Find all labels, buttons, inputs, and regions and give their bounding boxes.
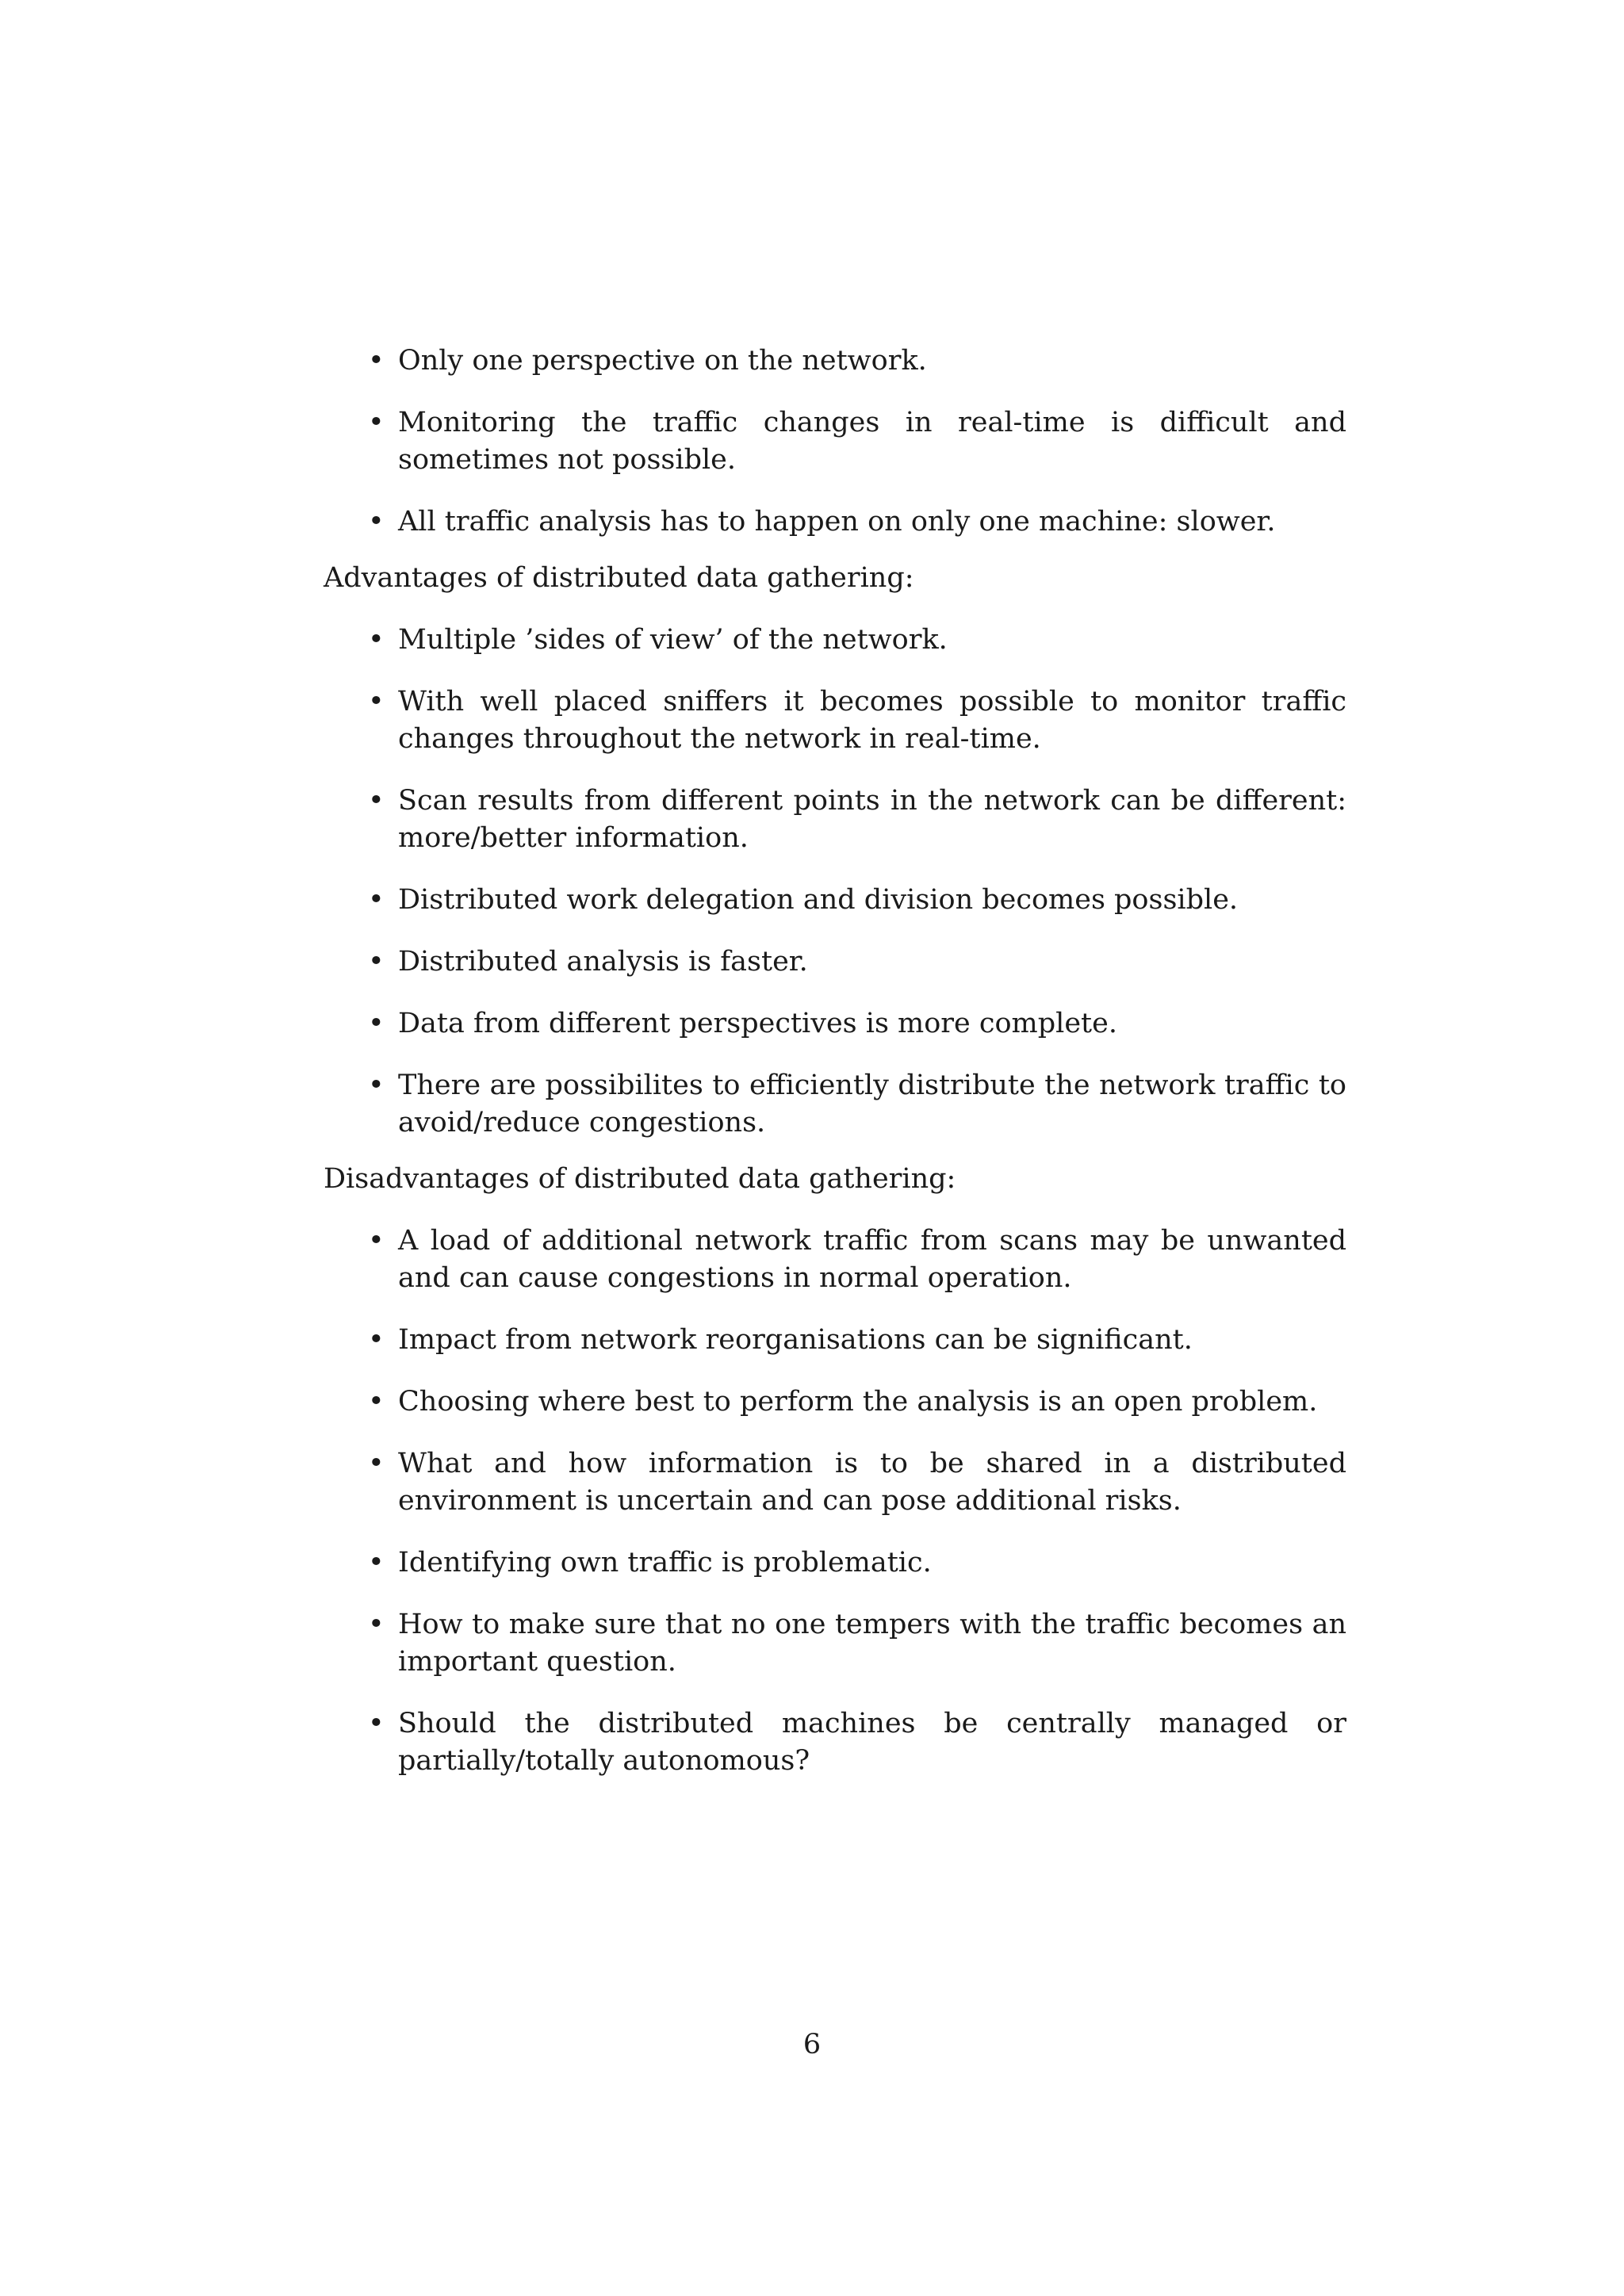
- list-item: [324, 1067, 1346, 1142]
- list-item-text: Scan results from different points in the network can be different: more/better information.: [398, 785, 1346, 854]
- list-item: [324, 1445, 1346, 1520]
- bullet-icon: •: [368, 1708, 385, 1739]
- list-item: [324, 1606, 1346, 1681]
- list-item-text: Monitoring the traffic changes in real-time is difficult and sometimes not possible.: [398, 407, 1346, 476]
- list-item-text: How to make sure that no one tempers with the traffic becomes an important question.: [398, 1609, 1346, 1678]
- list-item: [324, 683, 1346, 758]
- list-item-text: There are possibilites to efficiently distribute the network traffic to avoid/reduce congestions.: [398, 1070, 1346, 1138]
- list-item-text: Choosing where best to perform the analysis is an open problem.: [398, 1386, 1318, 1418]
- list-item-text: With well placed sniffers it becomes possible to monitor traffic changes throughout the network in real-time.: [398, 686, 1346, 755]
- bullet-icon: •: [368, 785, 385, 817]
- bullet-icon: •: [368, 1448, 385, 1479]
- bullet-icon: •: [368, 1008, 385, 1039]
- bullet-icon: •: [368, 407, 385, 438]
- list-item-text: A load of additional network traffic from scans may be unwanted and can cause congestions in normal operation.: [398, 1225, 1346, 1294]
- list-item-text: Identifying own traffic is problematic.: [398, 1547, 932, 1578]
- list-item: [324, 1383, 1346, 1421]
- bullet-icon: •: [368, 946, 385, 978]
- bullet-icon: •: [368, 1324, 385, 1356]
- disadvantages-list: [324, 1223, 1346, 1780]
- list-item: [324, 404, 1346, 479]
- list-item-text: Only one perspective on the network.: [398, 345, 927, 377]
- list-item: [324, 1223, 1346, 1297]
- page-content: [324, 342, 1346, 1799]
- advantages-list: [324, 622, 1346, 1142]
- bullet-icon: •: [368, 1609, 385, 1640]
- list-item-text: Multiple ’sides of view’ of the network.: [398, 624, 948, 656]
- list-item-text: Distributed work delegation and division becomes possible.: [398, 884, 1239, 916]
- bullet-icon: •: [368, 1070, 385, 1101]
- bullet-icon: •: [368, 624, 385, 656]
- list-item: [324, 1005, 1346, 1043]
- bullet-icon: •: [368, 884, 385, 916]
- list-item: [324, 1322, 1346, 1359]
- list-item: [324, 622, 1346, 659]
- list-item: [324, 1705, 1346, 1780]
- bullet-icon: •: [368, 1547, 385, 1578]
- list-item: [324, 342, 1346, 380]
- bullet-icon: •: [368, 1225, 385, 1257]
- page-number: 6: [802, 2029, 822, 2061]
- bullet-icon: •: [368, 686, 385, 718]
- disadvantages-centralized-list: [324, 342, 1346, 541]
- bullet-icon: •: [368, 1386, 385, 1418]
- bullet-icon: •: [368, 506, 385, 538]
- list-item-text: Impact from network reorganisations can be significant.: [398, 1324, 1193, 1356]
- list-item-text: What and how information is to be shared in a distributed environment is uncertain and can pose additional risks.: [398, 1448, 1346, 1517]
- bullet-icon: •: [368, 345, 385, 377]
- list-item-text: Data from different perspectives is more complete.: [398, 1008, 1117, 1039]
- list-item: [324, 882, 1346, 919]
- list-item-text: Should the distributed machines be centrally managed or partially/totally autonomous?: [398, 1708, 1346, 1777]
- list-item: [324, 503, 1346, 541]
- advantages-heading: Advantages of distributed data gathering:: [324, 562, 914, 594]
- list-item: [324, 783, 1346, 857]
- list-item: [324, 943, 1346, 981]
- list-item: [324, 1544, 1346, 1582]
- list-item-text: Distributed analysis is faster.: [398, 946, 808, 978]
- disadvantages-heading: Disadvantages of distributed data gathering:: [324, 1163, 956, 1195]
- list-item-text: All traffic analysis has to happen on only one machine: slower.: [398, 506, 1276, 538]
